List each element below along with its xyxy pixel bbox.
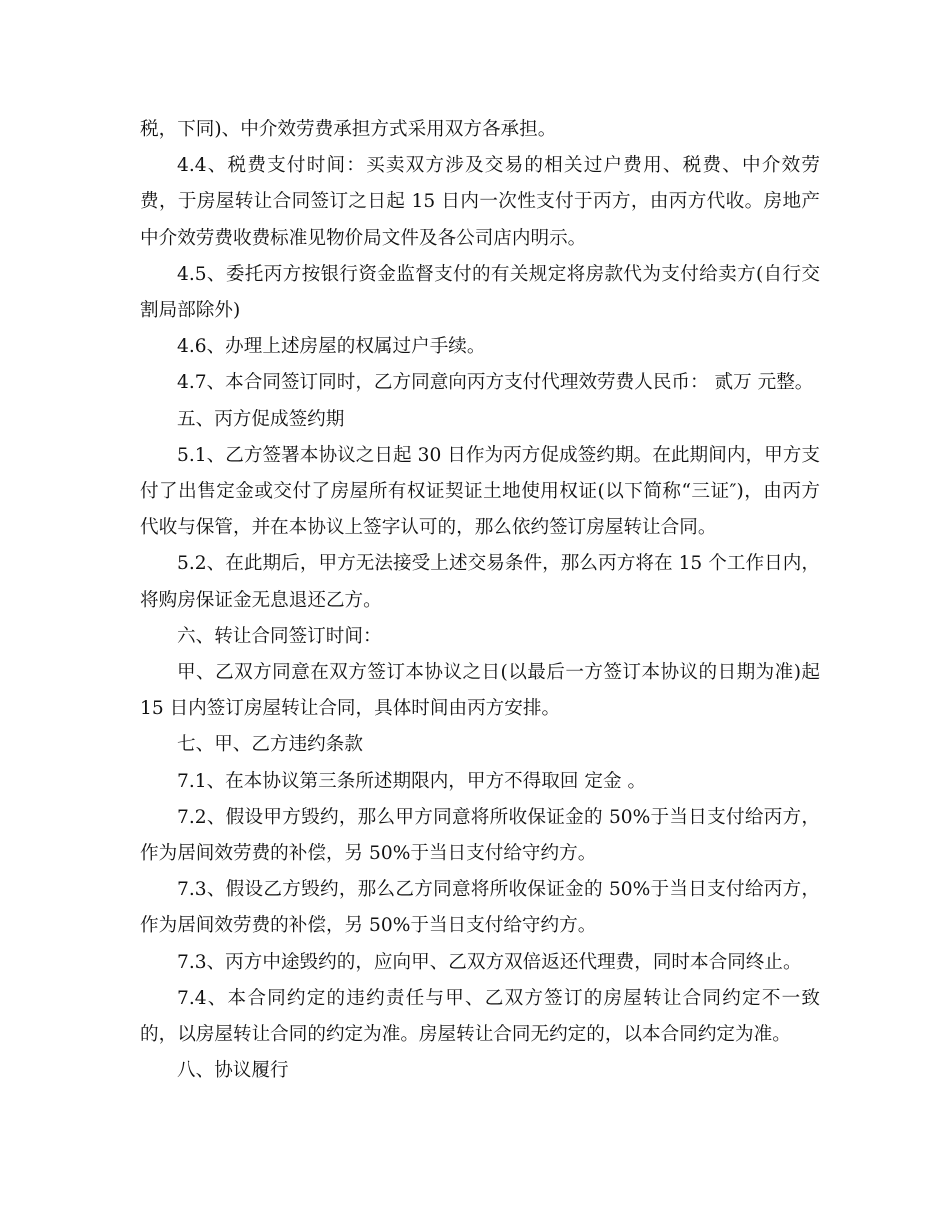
paragraph-4-7: 4.7、本合同签订同时，乙方同意向丙方支付代理效劳费人民币： 贰万 元整。 (177, 372, 814, 394)
paragraph-7-3b: 7.3、丙方中途毁约的，应向甲、乙双方双倍返还代理费，同时本合同终止。 (177, 951, 802, 973)
section-heading-5: 五、丙方促成签约期 (177, 408, 345, 430)
section-heading-7: 七、甲、乙方违约条款 (177, 734, 363, 756)
paragraph-6-body: 甲、乙双方同意在双方签订本协议之日(以最后一方签订本协议的日期为准)起 15 日内签订房屋转让合同，具体时间由丙方安排。 (140, 662, 820, 720)
paragraph-7-4: 7.4、本合同约定的违约责任与甲、乙双方签订的房屋转让合同约定不一致的，以房屋转让合同的约定为准。房屋转让合同无约定的，以本合同约定为准。 (140, 987, 820, 1046)
section-heading-6: 六、转让合同签订时间： (177, 625, 382, 647)
paragraph-7-3a: 7.3、假设乙方毁约，那么乙方同意将所收保证金的 50%于当日支付给丙方，作为居间效劳费的补偿，另 50%于当日支付给守约方。 (140, 879, 820, 937)
document-body (140, 112, 820, 1089)
paragraph-4-5: 4.5、委托丙方按银行资金监督支付的有关规定将房款代为支付给卖方(自行交割局部除外) (140, 263, 820, 322)
paragraph-5-1: 5.1、乙方签署本协议之日起 30 日作为丙方促成签约期。在此期间内，甲方支付了出售定金或交付了房屋所有权证契证土地使用权证(以下简称“三证″)，由丙方代收与保管，并在本协议上签字认可的，那么依约签订房屋转让合同。 (140, 444, 820, 539)
paragraph-7-2: 7.2、假设甲方毁约，那么甲方同意将所收保证金的 50%于当日支付给丙方，作为居间效劳费的补偿，另 50%于当日支付给守约方。 (140, 806, 820, 865)
paragraph-5-2: 5.2、在此期后，甲方无法接受上述交易条件，那么丙方将在 15 个工作日内，将购房保证金无息退还乙方。 (140, 553, 820, 611)
section-heading-8: 八、协议履行 (177, 1060, 289, 1082)
paragraph-4-4: 4.4、税费支付时间：买卖双方涉及交易的相关过户费用、税费、中介效劳费，于房屋转让合同签订之日起 15 日内一次性支付于丙方，由丙方代收。房地产中介效劳费收费标准见物价局文件及各公司店内明示。 (140, 155, 820, 249)
paragraph-7-1: 7.1、在本协议第三条所述期限内，甲方不得取回 定金 。 (177, 770, 647, 792)
paragraph-4-6: 4.6、办理上述房屋的权属过户手续。 (177, 336, 486, 358)
paragraph-tax-continuation: 税，下同)、中介效劳费承担方式采用双方各承担。 (140, 119, 557, 140)
